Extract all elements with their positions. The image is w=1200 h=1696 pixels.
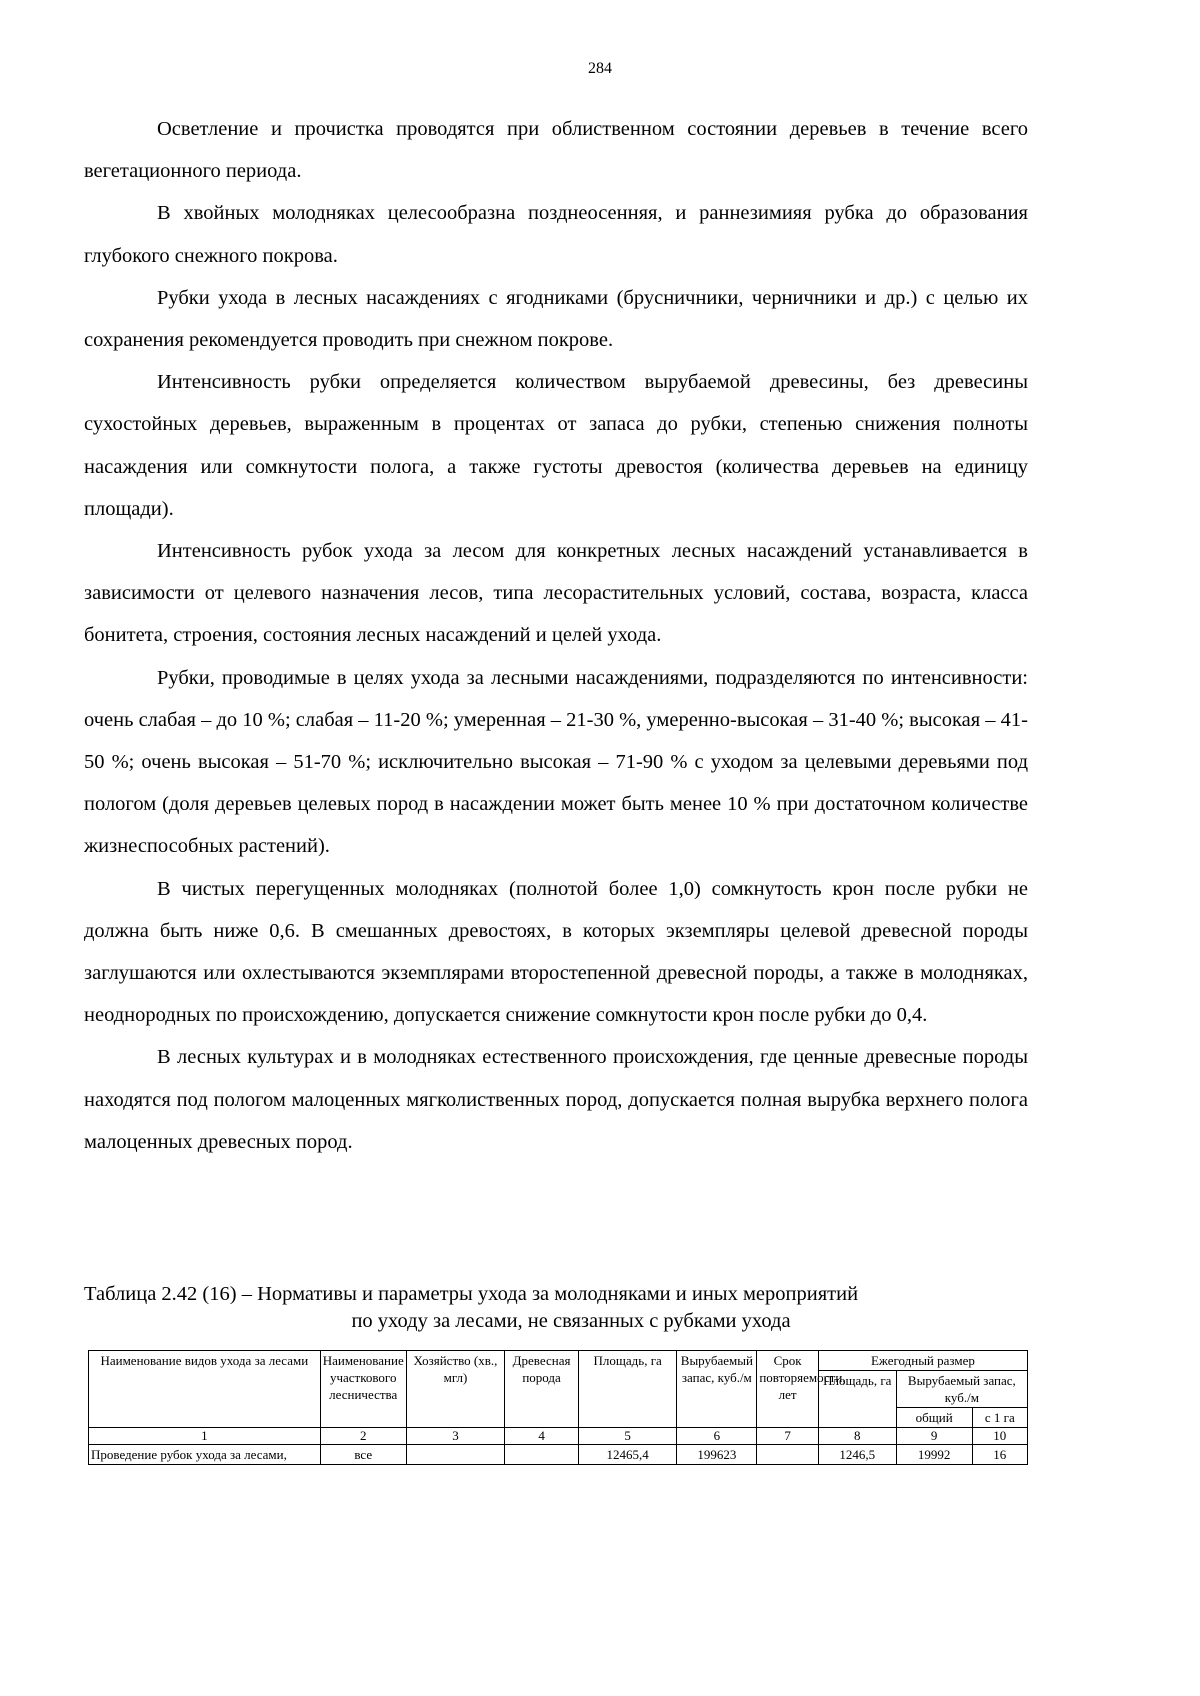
column-number: 5 <box>578 1428 676 1445</box>
header-annual-stock: Вырубаемый запас, куб./м <box>896 1371 1027 1408</box>
cell-period <box>757 1445 819 1465</box>
column-number: 4 <box>505 1428 579 1445</box>
table-caption-line-2: по уходу за лесами, не связанных с рубками ухода <box>351 1310 791 1332</box>
header-annual-area: Площадь, га <box>818 1371 896 1428</box>
paragraph: Рубки, проводимые в целях ухода за лесными насаждениями, подразделяются по интенсивности: очень слабая – до 10 %; слабая – 11-20 %; умеренная – 21-30 %, умеренно-высокая – 31-40 %; высокая – 41-50 %; очень высокая – 51-70 %; исключительно высокая – 71-90 % с уходом за целевыми деревьями под пологом (доля деревьев целевых пород в насаждении может быть менее 10 % при достаточном количестве жизнеспособных растений). <box>84 666 1028 858</box>
column-number-row <box>89 1428 1028 1445</box>
cell-annual-area: 1246,5 <box>818 1445 896 1465</box>
column-number: 3 <box>406 1428 504 1445</box>
cell-farm <box>406 1445 504 1465</box>
cell-annual-stock-per-ha: 16 <box>972 1445 1027 1465</box>
header-farm: Хозяйство (хв., мгл) <box>406 1351 504 1428</box>
cell-forestry: все <box>320 1445 406 1465</box>
paragraph: В лесных культурах и в молодняках естественного происхождения, где ценные древесные породы находятся под пологом малоценных мягколиственных пород, допускается полная вырубка верхнего полога малоценных древесных пород. <box>84 1046 1028 1153</box>
column-number: 1 <box>89 1428 321 1445</box>
cell-annual-stock-total: 19992 <box>896 1445 972 1465</box>
paragraph: Осветление и прочистка проводятся при облиственном состоянии деревьев в течение всего вегетационного периода. <box>84 118 1028 183</box>
paragraph: Интенсивность рубки определяется количеством вырубаемой древесины, без древесины сухостойных деревьев, выраженным в процентах от запаса до рубки, степенью снижения полноты насаждения или сомкнутости полога, а также густоты древостоя (количества деревьев на единицу площади). <box>84 371 1028 520</box>
column-number: 2 <box>320 1428 406 1445</box>
page-number: 284 <box>588 60 612 77</box>
header-forestry: Наименование участкового лесничества <box>320 1351 406 1428</box>
cell-species <box>505 1445 579 1465</box>
column-number: 8 <box>818 1428 896 1445</box>
norms-table <box>88 1350 1028 1465</box>
header-area: Площадь, га <box>578 1351 676 1428</box>
table-row <box>89 1445 1028 1465</box>
cell-type-of-care: Проведение рубок ухода за лесами, <box>89 1445 321 1465</box>
cell-area: 12465,4 <box>578 1445 676 1465</box>
header-type-of-care: Наименование видов ухода за лесами <box>89 1351 321 1428</box>
header-stock-per-ha: с 1 га <box>972 1408 1027 1428</box>
header-annual-size: Ежегодный размер <box>818 1351 1027 1371</box>
body-text <box>84 108 1028 1163</box>
table-caption-line-1: Таблица 2.42 (16) – Нормативы и параметры ухода за молодняками и иных мероприятий <box>84 1283 859 1305</box>
header-stock-total: общий <box>896 1408 972 1428</box>
paragraph: Интенсивность рубок ухода за лесом для конкретных лесных насаждений устанавливается в зависимости от целевого назначения лесов, типа лесорастительных условий, состава, возраста, класса бонитета, строения, состояния лесных насаждений и целей ухода. <box>84 540 1028 647</box>
column-number: 7 <box>757 1428 819 1445</box>
header-period: Срок повторяемости, лет <box>757 1351 819 1428</box>
cell-stock: 199623 <box>677 1445 757 1465</box>
table-caption <box>84 1281 1028 1335</box>
column-number: 9 <box>896 1428 972 1445</box>
paragraph: Рубки ухода в лесных насаждениях с ягодниками (брусничники, черничники и др.) с целью их сохранения рекомендуется проводить при снежном покрове. <box>84 286 1028 352</box>
paragraph: В чистых перегущенных молодняках (полнотой более 1,0) сомкнутость крон после рубки не должна быть ниже 0,6. В смешанных древостоях, в которых экземпляры целевой древесной породы заглушаются или охлестываются экземплярами второстепенной древесной породы, а также в молодняках, неоднородных по происхождению, допускается снижение сомкнутости крон после рубки до 0,4. <box>84 877 1028 1027</box>
column-number: 10 <box>972 1428 1027 1445</box>
table-header-row <box>89 1351 1028 1371</box>
header-stock: Вырубаемый запас, куб./м <box>677 1351 757 1428</box>
column-number: 6 <box>677 1428 757 1445</box>
header-species: Древесная порода <box>505 1351 579 1428</box>
paragraph: В хвойных молодняках целесообразна позднеосенняя, и раннезимияя рубка до образования глубокого снежного покрова. <box>84 202 1028 267</box>
